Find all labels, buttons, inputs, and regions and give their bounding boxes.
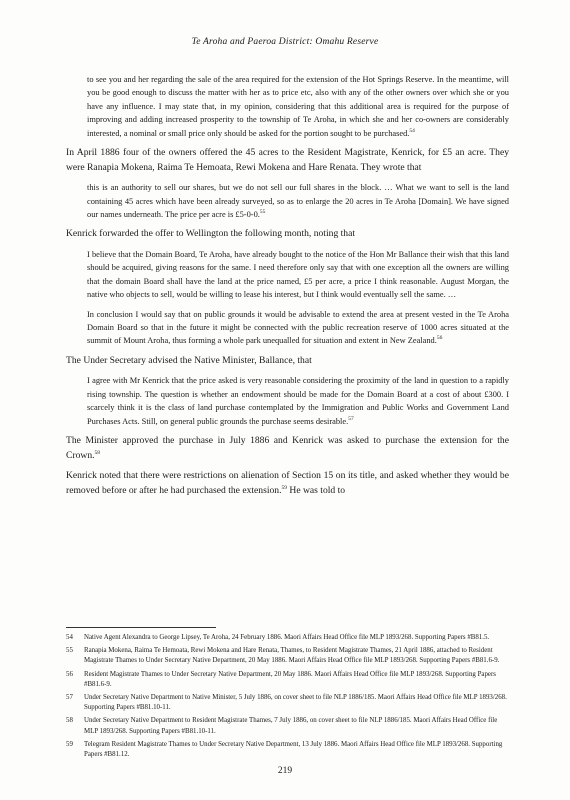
quote-text: this is an authority to sell our shares, but we do not sell our full shares in the block. … What we want to sell is the land containing 45 acres which have been already surveyed, so as to enlarge the 20 acres in Te Aroha [Domain]. We have signed our names underneath. The price per acre is £5-0-0.	[87, 183, 509, 220]
footnote-divider	[66, 627, 216, 628]
body-paragraph	[66, 354, 509, 369]
paragraph-text: The Under Secretary advised the Native Minister, Ballance, that	[66, 354, 312, 366]
paragraph-text-tail: He was told to	[287, 484, 346, 496]
footnote-number: 55	[66, 647, 73, 655]
footnote	[66, 670, 509, 690]
footnote-number: 57	[66, 694, 73, 702]
footnote-text: Under Secretary Native Department to Native Minister, 5 July 1886, on cover sheet to file NLP 1886/185. Maori Affairs Head Office file MLP 1893/268. Supporting Papers #B81.10-11.	[84, 694, 507, 712]
paragraph-text: Kenrick forwarded the offer to Wellington the following month, noting that	[66, 228, 356, 240]
body-paragraph	[66, 227, 509, 242]
paragraph-text: The Minister approved the purchase in July 1886 and Kenrick was asked to purchase the extension for the Crown.	[66, 435, 509, 461]
footnote-text: Native Agent Alexandra to George Lipsey, Te Aroha, 24 February 1886. Maori Affairs Head Office file MLP 1893/268. Supporting Papers #B81.5.	[84, 634, 490, 641]
paragraph-text: Kenrick noted that there were restrictions on alienation of Section 15 on its title, and asked whether they would be removed before or after he had purchased the extension.	[66, 470, 509, 496]
footnote	[66, 693, 509, 713]
quote-paragraph	[87, 248, 509, 302]
quote-paragraph	[87, 374, 509, 428]
body-paragraph	[66, 434, 509, 463]
footnote-number: 56	[66, 670, 73, 678]
footnote	[66, 740, 509, 760]
page-number: 219	[277, 766, 293, 776]
quote-paragraph	[87, 308, 509, 348]
running-header: Te Aroha and Paeroa District: Omahu Reserve	[191, 37, 379, 47]
footnote-ref[interactable]: 56	[436, 335, 443, 342]
quote-text: to see you and her regarding the sale of the area required for the extension of the Hot Springs Reserve. In the meantime, will you be good enough to discuss the matter with her as to price etc, also with any of the other owners over which she or you have any influence. I may state that, in my opinion, considering that this additional area is required for the purpose of improving and adding increased prosperity to the township of Te Aroha, in which she and her co-owners are considerably interested, a nominal or small price only should be asked for the portion sought to be purchased.	[87, 75, 509, 138]
paragraph-text: In April 1886 four of the owners offered the 45 acres to the Resident Magistrate, Kenrick, for £5 an acre. They were Ranapia Mokena, Raima Te Hemoata, Rewi Mokena and Hare Renata. They wrote that	[66, 147, 509, 173]
quote-text: I agree with Mr Kenrick that the price asked is very reasonable considering the proximity of the land in question to a rapidly rising township. The question is whether an endowment should be made for the Domain Board at a cost of about £300. I scarcely think it is the class of land purchase contemplated by the Immigration and Public Works and Government Land Purchases Acts. Still, on general public grounds the purchase seems desirable.	[87, 376, 509, 426]
footnote-ref[interactable]: 55	[259, 209, 266, 216]
main-text	[66, 73, 509, 504]
footnote-text: Under Secretary Native Department to Resident Magistrate Thames, 7 July 1886, on cover sheet to file NLP 1886/185. Maori Affairs Head Office file MLP 1893/268. Supporting Papers #B81.10-11.	[84, 717, 498, 735]
footnote-number: 54	[66, 634, 73, 641]
footnote	[66, 716, 509, 736]
footnote-ref[interactable]: 58	[94, 449, 101, 456]
body-paragraph	[66, 469, 509, 498]
quote-paragraph	[87, 73, 509, 140]
footnote-text: Resident Magistrate Thames to Under Secretary Native Department, 20 May 1886. Maori Affairs Head Office file MLP 1893/268. Supporting Papers #B81.6-9.	[84, 670, 496, 688]
quote-text: In conclusion I would say that on public grounds it would be advisable to extend the area at present vested in the Te Aroha Domain Board so that in the future it might be connected with the public recreation reserve of 1000 acres situated at the summit of Mount Aroha, thus forming a whole park unequalled for situation and extent in New Zealand.	[87, 309, 509, 346]
footnote-ref[interactable]: 57	[348, 415, 354, 422]
footnote-number: 58	[66, 717, 73, 725]
footnote	[66, 633, 509, 643]
footnote-text: Telegram Resident Magistrate Thames to Under Secretary Native Department, 13 July 1886. Maori Affairs Head Office file MLP 1893/268. Supporting Papers #B81.12.	[84, 740, 503, 759]
footnote-number: 59	[66, 740, 73, 748]
footnote	[66, 646, 509, 666]
quote-text: I believe that the Domain Board, Te Aroha, have already bought to the notice of the Hon Mr Ballance their wish that this land should be acquired, giving reasons for the same. I need therefore only say that with one exception all the owners are willing that the domain Board shall have the land at the price named, £5 per acre, a price I think reasonable. August Morgan, the native who objects to sell, would be willing to lease his interest, but I think would eventually sell the same. …	[87, 250, 509, 300]
footnote-ref[interactable]: 54	[409, 127, 415, 134]
quote-paragraph	[87, 181, 509, 221]
footnote-ref[interactable]: 59	[281, 484, 287, 491]
footnotes	[66, 633, 509, 763]
body-paragraph	[66, 146, 509, 175]
footnote-text: Ranapia Mokena, Raima Te Hemoata, Rewi Mokena and Hare Renata, Thames, to Resident Magistrate Thames, 21 April 1886, attached to Resident Magistrate Thames to Under Secretary Native Department, 20 May 1886. Maori Affairs Head Office file MLP 1893/268. Supporting Papers #B81.6-9.	[84, 647, 500, 665]
